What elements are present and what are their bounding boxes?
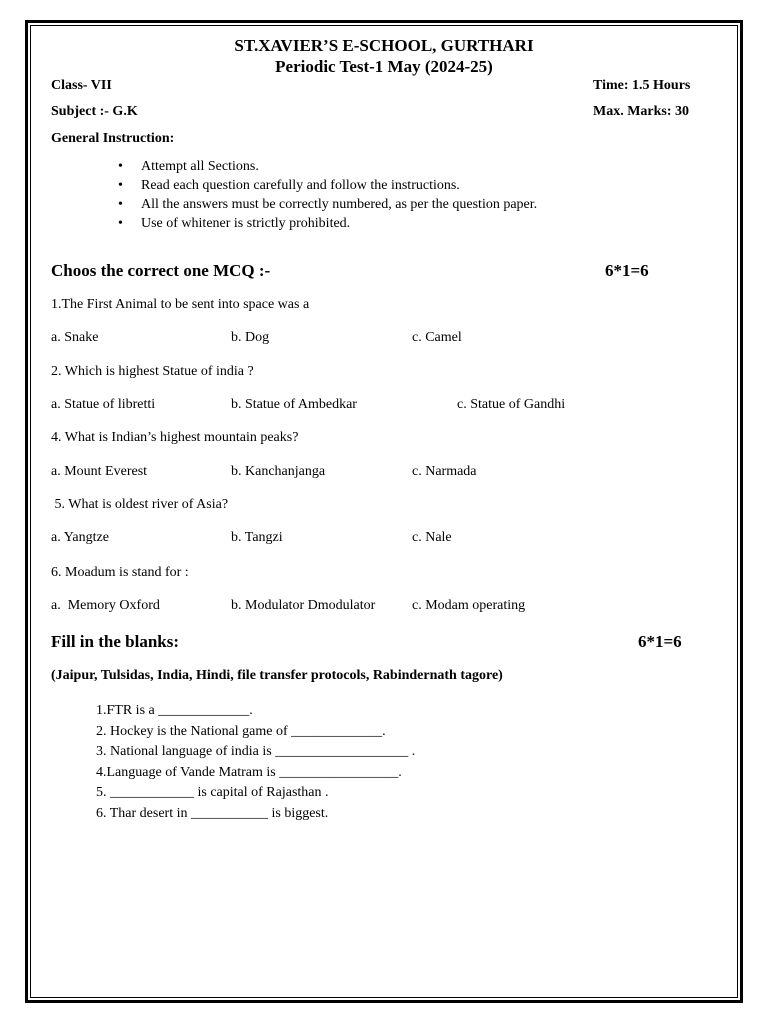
instruction-item: • Attempt all Sections.	[118, 159, 259, 174]
bullet-icon: •	[118, 178, 123, 193]
fill-blank-item: 6. Thar desert in ___________ is biggest.	[96, 805, 329, 821]
test-title: Periodic Test-1 May (2024-25)	[275, 57, 493, 76]
class-label: Class- VII	[51, 78, 112, 93]
option-a: a. Yangtze	[51, 530, 109, 545]
option-a: a. Memory Oxford	[51, 598, 160, 613]
max-marks-label: Max. Marks: 30	[593, 104, 690, 119]
fill-blank-item: 1.FTR is a _____________.	[96, 703, 253, 718]
question-text: 6. Moadum is stand for :	[51, 565, 189, 580]
instructions-list	[118, 157, 537, 233]
option-c: c. Camel	[412, 330, 462, 345]
fill-blank-list	[96, 701, 415, 824]
bullet-icon: •	[118, 216, 123, 231]
bullet-icon: •	[118, 159, 123, 174]
mcq-marks: 6*1=6	[605, 261, 649, 280]
option-c: c. Narmada	[412, 464, 477, 479]
instructions-heading: General Instruction:	[51, 131, 175, 146]
fill-heading: Fill in the blanks:	[51, 632, 180, 651]
mcq-heading: Choos the correct one MCQ :-	[51, 261, 271, 280]
word-bank: (Jaipur, Tulsidas, India, Hindi, file transfer protocols, Rabindernath tagore)	[51, 668, 503, 683]
option-b: b. Kanchanjanga	[231, 464, 326, 479]
bullet-icon: •	[118, 197, 123, 212]
question-text: 2. Which is highest Statue of india ?	[51, 364, 254, 379]
option-b: b. Statue of Ambedkar	[231, 397, 357, 412]
option-a: a. Statue of libretti	[51, 397, 156, 412]
option-c: c. Nale	[412, 530, 452, 545]
instruction-item: • Use of whitener is strictly prohibited.	[118, 216, 351, 231]
fill-blank-item: 4.Language of Vande Matram is _________________.	[96, 764, 402, 780]
fill-blank-item: 2. Hockey is the National game of _____________.	[96, 723, 386, 739]
option-c: c. Modam operating	[412, 598, 526, 613]
subject-label: Subject :- G.K	[51, 104, 138, 119]
option-b: b. Modulator Dmodulator	[231, 598, 376, 613]
option-a: a. Mount Everest	[51, 464, 148, 479]
fill-marks: 6*1=6	[638, 632, 682, 651]
question-text: 1.The First Animal to be sent into space was a	[51, 297, 310, 312]
question-text: 4. What is Indian’s highest mountain peaks?	[51, 430, 299, 445]
instruction-item: • All the answers must be correctly numbered, as per the question paper.	[118, 197, 538, 212]
time-label: Time: 1.5 Hours	[593, 78, 691, 93]
instruction-item: • Read each question carefully and follow the instructions.	[118, 178, 460, 193]
option-c: c. Statue of Gandhi	[457, 397, 566, 412]
option-a: a. Snake	[51, 330, 99, 345]
option-b: b. Tangzi	[231, 530, 283, 545]
fill-blank-item: 5. ____________ is capital of Rajasthan .	[96, 785, 329, 800]
school-name: ST.XAVIER’S E-SCHOOL, GURTHARI	[234, 36, 534, 55]
option-b: b. Dog	[231, 330, 270, 345]
question-text: 5. What is oldest river of Asia?	[51, 497, 229, 512]
fill-blank-item: 3. National language of india is ___________________ .	[96, 744, 416, 759]
